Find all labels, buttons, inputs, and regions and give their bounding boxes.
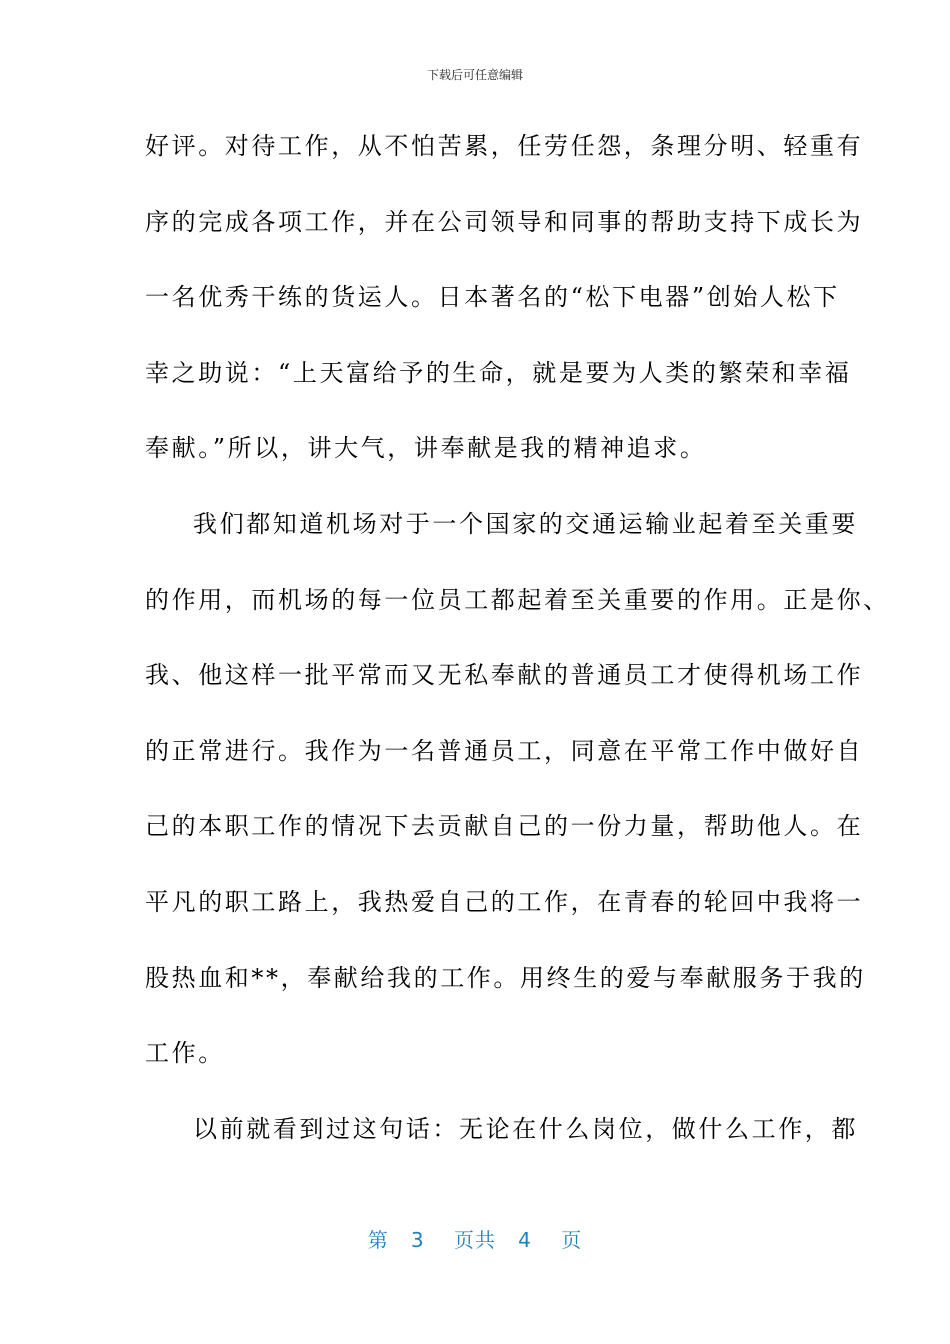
text-line: 的作用，而机场的每一位员工都起着至关重要的作用。正是你、 (145, 585, 890, 614)
paragraph-first-line: 我们都知道机场对于一个国家的交通运输业起着至关重要 (193, 509, 858, 538)
paragraph-first-line: 以前就看到过这句话：无论在什么岗位，做什么工作，都 (193, 1114, 858, 1143)
text-line: 序的完成各项工作，并在公司领导和同事的帮助支持下成长为 (145, 207, 864, 236)
total-pages-number: 4 (518, 1228, 532, 1252)
document-body (145, 126, 890, 1184)
text-line: 股热血和**，奉献给我的工作。用终生的爱与奉献服务于我的 (145, 963, 866, 992)
page-label-prefix: 第 (367, 1228, 389, 1252)
header-note: 下载后可任意编辑 (426, 68, 523, 82)
text-line: 好评。对待工作，从不怕苦累，任劳任怨，条理分明、轻重有 (145, 132, 864, 160)
current-page-number: 3 (410, 1228, 425, 1252)
page-label-middle: 页共 (454, 1228, 496, 1252)
page-label-suffix: 页 (561, 1228, 583, 1252)
text-line: 工作。 (145, 1039, 225, 1068)
text-line: 我、他这样一批平常而又无私奉献的普通员工才使得机场工作 (145, 661, 864, 690)
text-line: 一名优秀干练的货运人。日本著名的“松下电器”创始人松下 (145, 283, 840, 312)
text-line: 的正常进行。我作为一名普通员工，同意在平常工作中做好自 (145, 736, 864, 765)
text-line: 奉献。”所以，讲大气，讲奉献是我的精神追求。 (145, 434, 707, 463)
text-line: 己的本职工作的情况下去贡献自己的一份力量，帮助他人。在 (145, 812, 864, 841)
page-number-footer (0, 1224, 950, 1253)
text-line: 平凡的职工路上，我热爱自己的工作，在青春的轮回中我将一 (145, 887, 864, 916)
text-line: 幸之助说：“上天富给予的生命，就是要为人类的繁荣和幸福 (145, 358, 852, 387)
